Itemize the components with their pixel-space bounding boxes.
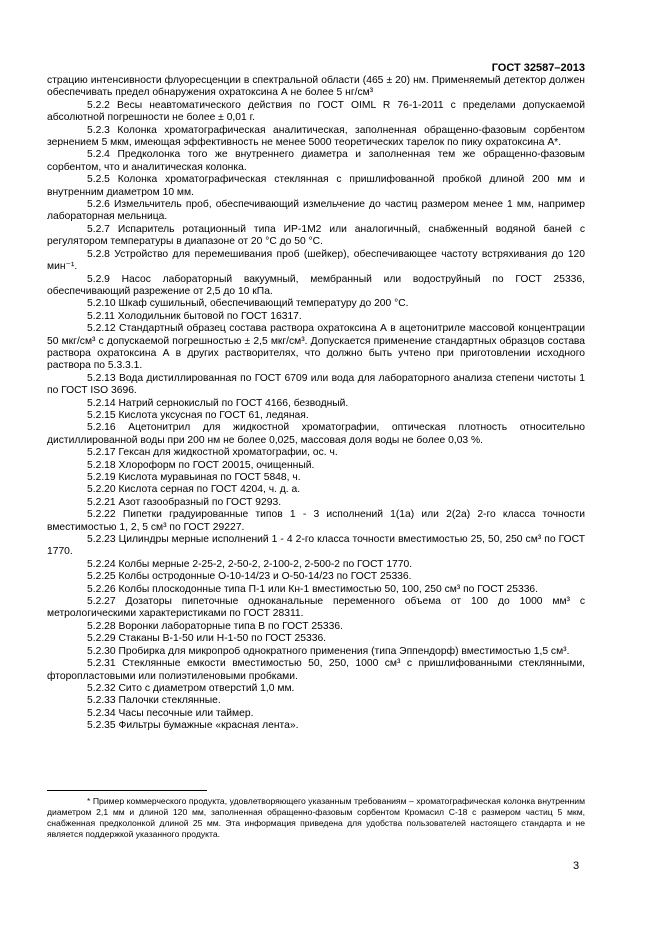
paragraph-5-2-27: 5.2.27 Дозаторы пипеточные одноканальные переменного объема от 100 до 1000 мм³ с метрологическими характеристиками по ГОСТ 28311. (47, 596, 585, 620)
paragraph-5-2-32: 5.2.32 Сито с диаметром отверстий 1,0 мм. (87, 682, 295, 694)
paragraph-5-2-14: 5.2.14 Натрий сернокислый по ГОСТ 4166, безводный. (87, 397, 349, 409)
paragraph-5-2-23: 5.2.23 Цилиндры мерные исполнений 1 - 4 2-го класса точности вместимостью 25, 50, 250 см³ по ГОСТ 1770. (47, 534, 585, 558)
footnote-separator (47, 790, 207, 791)
paragraph-5-2-3: 5.2.3 Колонка хроматографическая аналитическая, заполненная обращенно-фазовым сорбентом зернением 5 мкм, имеющая эффективность не менее 5000 теоретических тарелок по пику охратоксина А*. (47, 124, 585, 149)
paragraph-5-2-26: 5.2.26 Колбы плоскодонные типа П-1 или Кн-1 вместимостью 50, 100, 250 см³ по ГОСТ 25336. (87, 583, 539, 595)
paragraph-5-2-30: 5.2.30 Пробирка для микропроб однократного применения (типа Эппендорф) вместимостью 1,5 см³. (87, 645, 570, 657)
page-number: 3 (573, 860, 580, 872)
paragraph-5-2-2: 5.2.2 Весы неавтоматического действия по ГОСТ OIML R 76-1-2011 с пределами допускаемой абсолютной погрешности не более ± 0,01 г. (47, 99, 585, 124)
paragraph-5-2-25: 5.2.25 Колбы остродонные О-10-14/23 и О-50-14/23 по ГОСТ 25336. (87, 571, 412, 583)
paragraph-5-2-8: 5.2.8 Устройство для перемешивания проб (шейкер), обеспечивающее частоту встряхивания до 120 мин⁻¹. (47, 248, 585, 273)
paragraph-5-2-22: 5.2.22 Пипетки градуированные типов 1 - 3 исполнений 1(1а) или 2(2а) 2-го класса точности вместимостью 1, 2, 5 см³ по ГОСТ 29227. (47, 509, 585, 533)
paragraph-5-2-7: 5.2.7 Испаритель ротационный типа ИР-1М2 или аналогичный, снабженный водяной баней с регулятором температуры в диапазоне от 20 °С до 50 °С. (47, 223, 585, 248)
document-header: ГОСТ 32587–2013 (491, 62, 585, 74)
document-body (47, 75, 585, 733)
footnote: * Пример коммерческого продукта, удовлетворяющего указанным требованиям – хроматографическая колонка внутренним диаметром 2,1 мм и длиной 120 мм, заполненная обращенно-фазовым сорбентом Кромасил С-18 с размером частиц 5 мкм, снабженная предколонкой длиной 25 мм. Эта информация приведена для удобства пользователей настоящего стандарта и не является поддержкой указанного продукта. (47, 796, 585, 839)
paragraph-5-2-12: 5.2.12 Стандартный образец состава раствора охратоксина А в ацетонитриле массовой концентрации 50 мкг/см³ с допускаемой погрешностью ± 2,5 мкг/см³. Допускается применение стандартных образцов состава раствора охратоксина А в других растворителях, что должно быть учтено при приготовлении исходного раствора по 5.3.3.1. (47, 323, 585, 372)
paragraph-5-2-20: 5.2.20 Кислота серная по ГОСТ 4204, ч. д. а. (87, 484, 301, 496)
paragraph-5-2-5: 5.2.5 Колонка хроматографическая стеклянная с пришлифованной пробкой длиной 200 мм и внутренним диаметром 10 мм. (47, 174, 585, 198)
paragraph-5-2-9: 5.2.9 Насос лабораторный вакуумный, мембранный или водоструйный по ГОСТ 25336, обеспечивающий разрежение от 2,5 до 10 кПа. (47, 273, 585, 297)
paragraph-5-2-19: 5.2.19 Кислота муравьиная по ГОСТ 5848, ч. (87, 472, 301, 483)
paragraph-5-2-28: 5.2.28 Воронки лабораторные типа В по ГОСТ 25336. (87, 620, 343, 632)
paragraph-intro: страцию интенсивности флуоресценции в спектральной области (465 ± 20) нм. Применяемый детектор должен обеспечивать предел обнаружения охратоксина А не более 5 нг/см³ (47, 75, 585, 99)
paragraph-5-2-21: 5.2.21 Азот газообразный по ГОСТ 9293. (87, 496, 282, 508)
paragraph-5-2-11: 5.2.11 Холодильник бытовой по ГОСТ 16317. (87, 310, 302, 322)
paragraph-5-2-33: 5.2.33 Палочки стеклянные. (87, 695, 221, 707)
paragraph-5-2-6: 5.2.6 Измельчитель проб, обеспечивающий измельчение до частиц размером менее 1 мм, например лабораторная мельница. (47, 199, 585, 223)
paragraph-5-2-35: 5.2.35 Фильтры бумажные «красная лента». (87, 720, 299, 732)
paragraph-5-2-34: 5.2.34 Часы песочные или таймер. (87, 707, 254, 719)
paragraph-5-2-18: 5.2.18 Хлороформ по ГОСТ 20015, очищенный. (87, 459, 315, 471)
paragraph-5-2-29: 5.2.29 Стаканы В-1-50 или Н-1-50 по ГОСТ 25336. (87, 633, 327, 645)
paragraph-5-2-13: 5.2.13 Вода дистиллированная по ГОСТ 6709 или вода для лабораторного анализа степени чистоты 1 по ГОСТ ISO 3696. (47, 372, 585, 397)
paragraph-5-2-31: 5.2.31 Стеклянные емкости вместимостью 50, 250, 1000 см³ с пришлифованными стеклянными, фторопластовыми или полиэтиленовыми пробками. (47, 658, 585, 682)
paragraph-5-2-17: 5.2.17 Гексан для жидкостной хроматографии, ос. ч. (87, 447, 338, 459)
paragraph-5-2-24: 5.2.24 Колбы мерные 2-25-2, 2-50-2, 2-100-2, 2-500-2 по ГОСТ 1770. (87, 558, 413, 570)
paragraph-5-2-15: 5.2.15 Кислота уксусная по ГОСТ 61, ледяная. (87, 409, 309, 421)
paragraph-5-2-4: 5.2.4 Предколонка того же внутреннего диаметра и заполненная тем же обращенно-фазовым сорбентом, что и аналитическая колонка. (47, 149, 585, 173)
paragraph-5-2-10: 5.2.10 Шкаф сушильный, обеспечивающий температуру до 200 °С. (87, 298, 409, 310)
paragraph-5-2-16: 5.2.16 Ацетонитрил для жидкостной хроматографии, оптическая плотность относительно дистиллированной воды при 200 нм не более 0,025, массовая доля воды не более 0,03 %. (47, 422, 585, 446)
